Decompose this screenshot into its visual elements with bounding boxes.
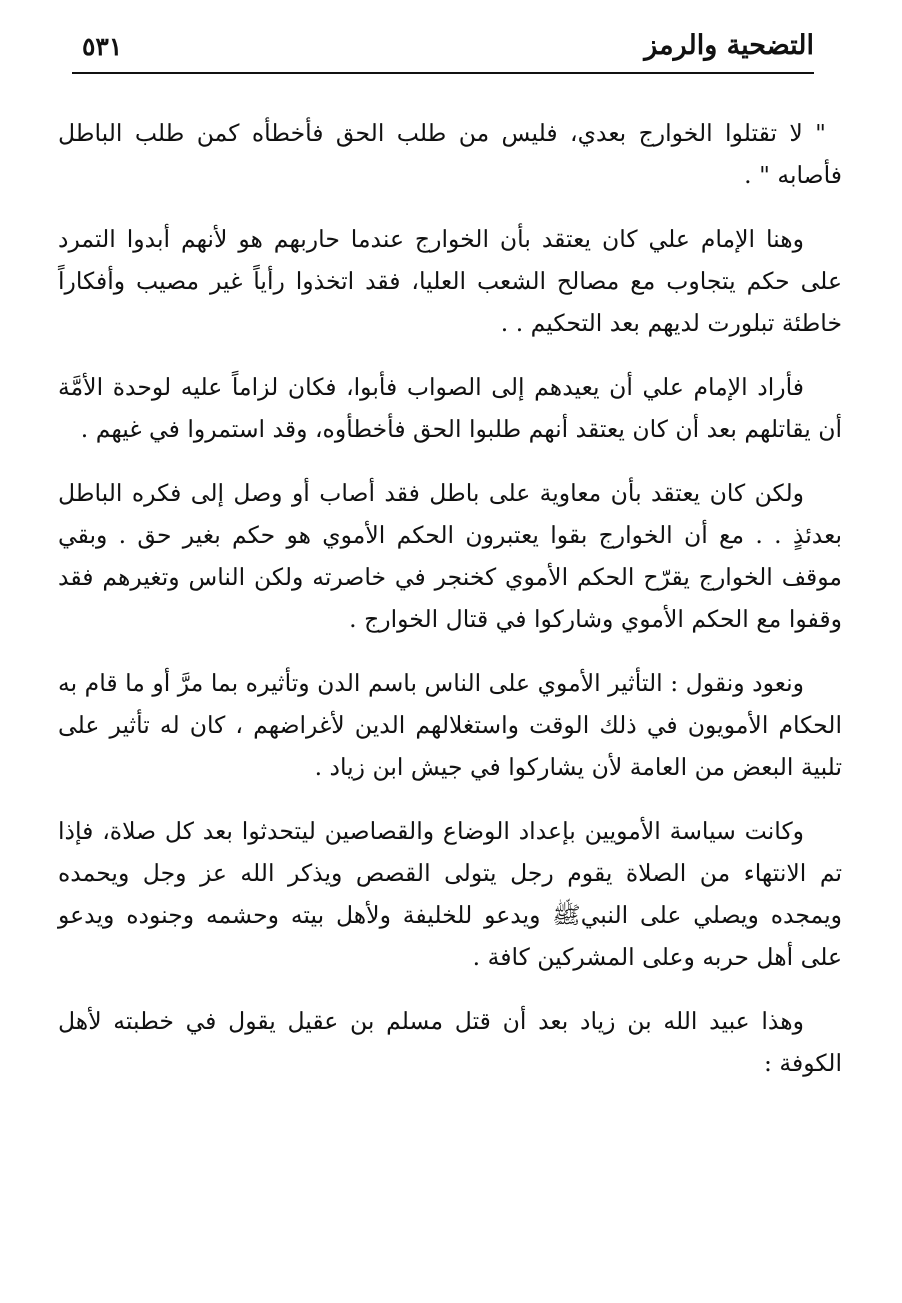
paragraph: وهنا الإمام علي كان يعتقد بأن الخوارج عندما حاربهم هو لأنهم أبدوا التمرد على حكم يتجاوب مع مصالح الشعب العليا، فقد اتخذوا رأياً غير مصيب وأفكاراً خاطئة تبلورت لديهم بعد التحكيم . . bbox=[58, 225, 842, 337]
header-divider bbox=[72, 72, 814, 74]
page-number: ٥٣١ bbox=[82, 32, 123, 61]
chapter-title: التضحية والرمز bbox=[644, 30, 814, 61]
running-header bbox=[72, 30, 814, 74]
paragraph: ولكن كان يعتقد بأن معاوية على باطل فقد أصاب أو وصل إلى فكره الباطل بعدئذٍ . . مع أن الخوارج بقوا يعتبرون الحكم الأموي هو حكم بغير حق . وبقي موقف الخوارج يقرّح الحكم الأموي كخنجر في خاصرته ولكن الناس وتغيرهم فقد وقفوا مع الحكم الأموي وشاركوا في قتال الخوارج . bbox=[58, 479, 842, 633]
paragraph: وهذا عبيد الله بن زياد بعد أن قتل مسلم بن عقيل يقول في خطبته لأهل الكوفة : bbox=[58, 1007, 842, 1077]
paragraph: ونعود ونقول : التأثير الأموي على الناس باسم الدن وتأثيره بما مرَّ أو ما قام به الحكام الأمويون في ذلك الوقت واستغلالهم الدين لأغراضهم ، كان له تأثير على تلبية البعض من العامة لأن يشاركوا في جيش ابن زياد . bbox=[58, 669, 842, 781]
body-text bbox=[58, 112, 842, 1106]
paragraph-hadith-quote: " لا تقتلوا الخوارج بعدي، فليس من طلب الحق فأخطأه كمن طلب الباطل فأصابه " . bbox=[58, 119, 842, 189]
paragraph: فأراد الإمام علي أن يعيدهم إلى الصواب فأبوا، فكان لزاماً عليه لوحدة الأمَّة أن يقاتلهم بعد أن كان يعتقد أنهم طلبوا الحق فأخطأوه، وقد استمروا في غيهم . bbox=[58, 373, 842, 443]
paragraph: وكانت سياسة الأمويين بإعداد الوضاع والقصاصين ليتحدثوا بعد كل صلاة، فإذا تم الانتهاء من الصلاة يقوم رجل يتولى القصص ويذكر الله عز وجل ويحمده ويمجده ويصلي على النبيﷺ ويدعو للخليفة ولأهل بيته وحشمه وجنوده ويدعو على أهل حربه وعلى المشركين كافة . bbox=[58, 817, 842, 971]
